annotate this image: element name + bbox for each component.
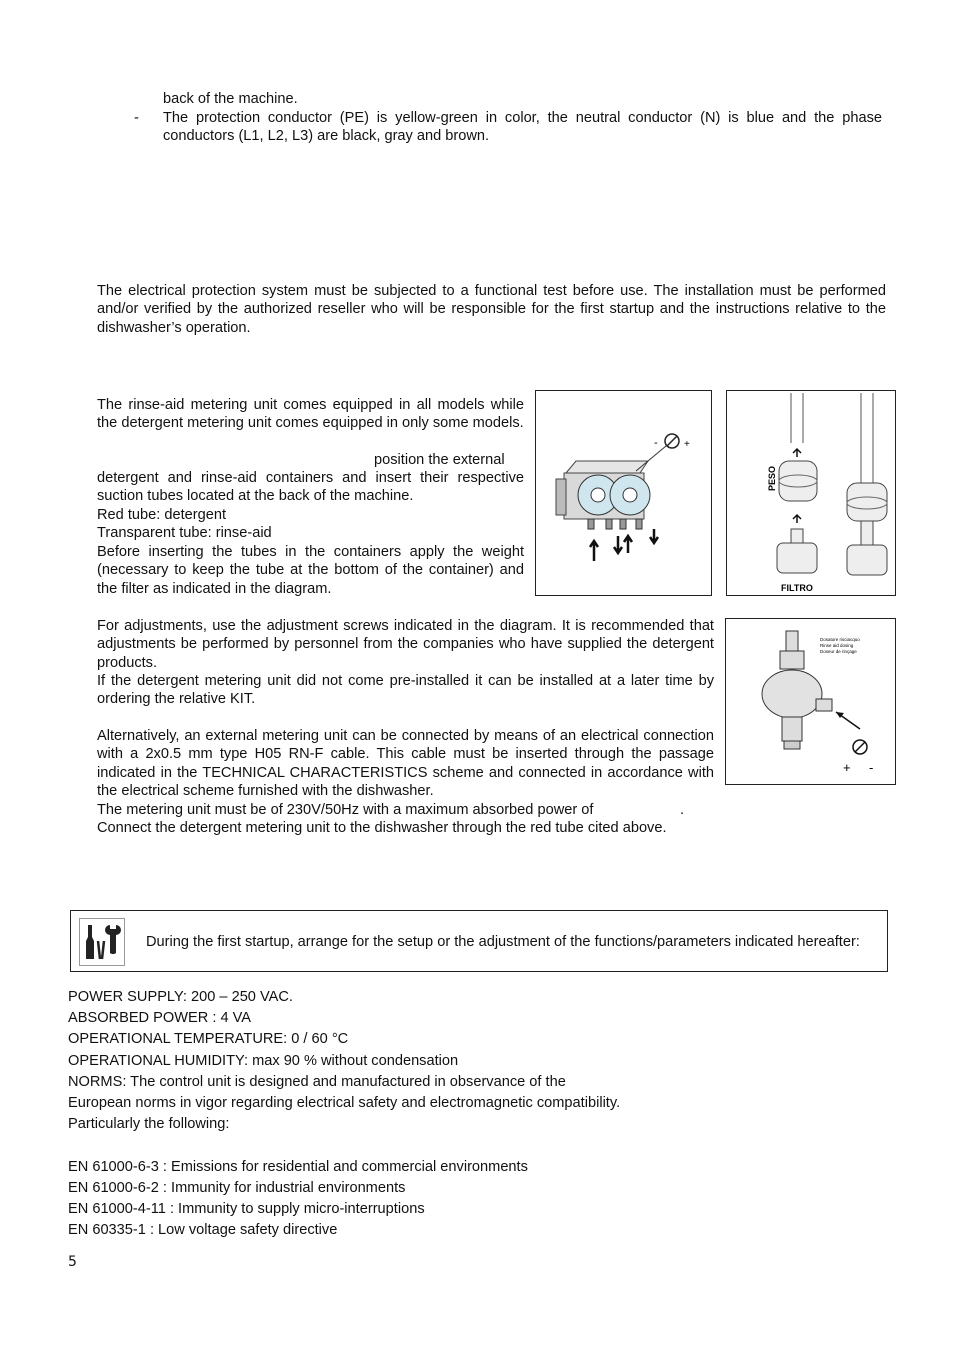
bullet-text: The protection conductor (PE) is yellow-green in color, the neutral conductor (N) is blue and the phase conductors (L1, L2, L3) are black, gray and brown. [163,110,882,145]
metering-p2-partial: position the external [374,452,505,468]
note-text: During the first startup, arrange for the setup or the adjustment of the functions/parameters indicated hereafter: [146,934,860,950]
metering-p5: If the detergent metering unit did not come pre-installed it can be installed at a later time by ordering the relative KIT. [97,673,714,708]
dosing-label-en: Rinse aid dosing [820,643,854,648]
dosing-plus: + [843,760,851,775]
metering-p1: The rinse-aid metering unit comes equipped in all models while the detergent metering unit comes equipped in only some models. [97,397,524,432]
tools-icon [79,918,125,966]
red-tube-label: Red tube: detergent [97,507,227,523]
dosing-label-it: Dosatore risciacquo [820,637,860,642]
spec-line: ABSORBED POWER : 4 VA [68,1010,252,1026]
startup-note [70,910,888,972]
page-number: 5 [68,1254,77,1270]
dosing-figure [725,618,896,785]
metering-p2: detergent and rinse-aid containers and insert their respective suction tubes located at the back of the machine. [97,470,524,505]
pump-plus: + [684,439,690,450]
pump-figure [535,390,712,596]
metering-p6: Alternatively, an external metering unit can be connected by means of an electrical connection with a 2x0.5 mm type H05 RN-F cable. This cable must be inserted through the passage indicated in the TECHNICAL CHARACTERISTICS scheme and connected in accordance with the electrical scheme furnished with the dishwasher. [97,728,714,799]
pump-minus: - [654,437,658,449]
metering-p3: Before inserting the tubes in the containers apply the weight (necessary to keep the tube at the bottom of the container) and the filter as indicated in the diagram. [97,544,524,597]
spec-line: OPERATIONAL HUMIDITY: max 90 % without condensation [68,1053,459,1069]
spec-line: NORMS: The control unit is designed and manufactured in observance of the [68,1074,566,1090]
spec-line: European norms in vigor regarding electrical safety and electromagnetic compatibility. [68,1095,621,1111]
dosing-label-fr: Doseur de rinçage [820,649,857,654]
transparent-tube-label: Transparent tube: rinse-aid [97,525,272,541]
metering-p4: For adjustments, use the adjustment screws indicated in the diagram. It is recommended that adjustments be performed by personnel from the companies who have supplied the detergent products. [97,618,714,671]
metering-p7-end: . [680,802,685,818]
norm-line: EN 60335-1 : Low voltage safety directive [68,1222,338,1238]
bullet-dash: - [134,110,139,126]
protection-paragraph: The electrical protection system must be subjected to a functional test before use. The installation must be performed and/or verified by the authorized reseller who will be responsible for the first startup and the instructions relative to the dishwasher’s operation. [97,283,886,336]
dosing-minus: - [869,760,874,775]
weight-filter-figure [726,390,896,596]
metering-p8: Connect the detergent metering unit to the dishwasher through the red tube cited above. [97,820,667,836]
norm-line: EN 61000-4-11 : Immunity to supply micro-interruptions [68,1201,425,1217]
norm-line: EN 61000-6-3 : Emissions for residential and commercial environments [68,1159,528,1175]
spec-line: Particularly the following: [68,1116,230,1132]
spec-line: POWER SUPPLY: 200 – 250 VAC. [68,989,293,1005]
intro-line: back of the machine. [163,91,298,107]
spec-line: OPERATIONAL TEMPERATURE: 0 / 60 °C [68,1031,349,1047]
filter-label: FILTRO [781,583,813,593]
weight-label: PESO [767,465,777,491]
norm-line: EN 61000-6-2 : Immunity for industrial environments [68,1180,406,1196]
metering-p7: The metering unit must be of 230V/50Hz with a maximum absorbed power of [97,802,594,818]
